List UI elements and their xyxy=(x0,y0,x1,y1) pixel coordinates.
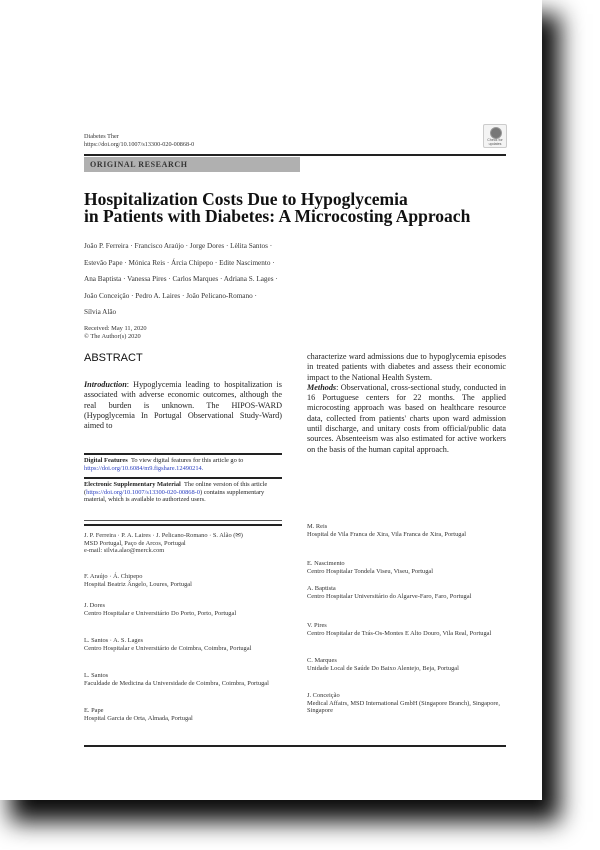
affiliation-names: F. Araújo · Á. Chipepo xyxy=(84,573,143,580)
digital-features-text: To view digital features for this article go to xyxy=(130,457,244,464)
doi-link[interactable]: https://doi.org/10.1007/s13300-020-00868-0 xyxy=(84,141,195,148)
affiliation-place: Faculdade de Medicina da Universidade de Coimbra, Coimbra, Portugal xyxy=(84,679,269,687)
affiliation-names: E. Nascimento xyxy=(307,560,345,567)
methods-text: : Observational, cross-sectional study, conducted in 16 Portuguese centers for 22 months. The applied microcosting approach was based on healthcare resource data, collected from patients' charts upon ward admission until discharge, and unitary costs from official/public data sources. Absenteeism was also estimated for active workers on the basis of the human capital approach. xyxy=(307,382,506,454)
check-for-updates-label: Check for updates xyxy=(487,138,503,146)
section-banner-label: ORIGINAL RESEARCH xyxy=(90,160,188,169)
affiliation-place: Centro Hospitalar Universitário do Algarve-Faro, Faro, Portugal xyxy=(307,592,472,600)
received-date: Received: May 11, 2020 xyxy=(84,325,147,332)
affiliation-names: E. Pape xyxy=(84,707,104,714)
check-for-updates-badge[interactable] xyxy=(483,124,507,148)
author-line: Estevão Pape · Mónica Reis · Árcia Chipepo · Edite Nascimento · xyxy=(84,258,275,267)
journal-header xyxy=(84,133,194,149)
author-line: Ana Baptista · Vanessa Pires · Carlos Marques · Adriana S. Lages · xyxy=(84,275,278,284)
affiliation xyxy=(307,622,502,637)
affiliation xyxy=(307,585,502,600)
esm-label: Electronic Supplementary Material xyxy=(84,481,181,488)
affiliation-place: Centro Hospitalar de Trás-Os-Montes E Alto Douro, Vila Real, Portugal xyxy=(307,629,492,637)
affiliation-place: Hospital Beatriz Ângelo, Loures, Portugal xyxy=(84,580,192,588)
affiliation xyxy=(84,672,284,687)
affiliation-place: Unidade Local de Saúde Do Baixo Alentejo, Beja, Portugal xyxy=(307,664,459,672)
affiliation-names: J. P. Ferreira · P. A. Laires · J. Pelicano-Romano · S. Alão (✉) xyxy=(84,532,243,539)
affiliation xyxy=(84,707,284,722)
affiliation xyxy=(307,560,502,575)
author-line: Sílvia Alão xyxy=(84,308,117,317)
affiliation-place: Hospital Garcia de Orta, Almada, Portugal xyxy=(84,714,193,722)
title-line-2: in Patients with Diabetes: A Microcosting Approach xyxy=(84,206,471,226)
digital-features-link[interactable]: https://doi.org/10.6084/m9.figshare.12490214. xyxy=(84,464,204,472)
esm-note xyxy=(84,481,284,504)
affiliation-names: V. Pires xyxy=(307,622,327,629)
publication-info xyxy=(84,325,147,340)
affiliation-place: Centro Hospitalar e Universitário de Coimbra, Coimbra, Portugal xyxy=(84,644,252,652)
intro-text: : Hypoglycemia leading to hospitalization is associated with adverse economic outcomes, although the real burden is unknown. The HIPOS-WARD (Hypoglycemia In Portugal Observational Study-Ward) aimed to xyxy=(84,380,282,431)
header-rule xyxy=(84,154,506,156)
copyright: © The Author(s) 2020 xyxy=(84,332,141,340)
title-line-1: Hospitalization Costs Due to Hypoglycemia xyxy=(84,189,408,209)
affiliation-names: J. Conceição xyxy=(307,692,340,699)
author-line: João P. Ferreira · Francisco Araújo · Jorge Dores · Lèlita Santos · xyxy=(84,242,273,250)
affiliation-email[interactable]: e-mail: silvia.alao@merck.com xyxy=(84,547,165,555)
affiliation xyxy=(84,532,284,555)
affiliation xyxy=(84,602,284,617)
abstract-intro xyxy=(84,380,282,431)
affiliation-place: Hospital de Vila Franca de Xira, Vila Franca de Xira, Portugal xyxy=(307,530,467,538)
affiliation-names: A. Baptista xyxy=(307,585,336,592)
affiliation-place: Centro Hospitalar e Universitário Do Porto, Porto, Portugal xyxy=(84,609,237,617)
notes-rule xyxy=(84,520,282,521)
journal-name: Diabetes Ther xyxy=(84,133,119,140)
affiliation xyxy=(307,692,502,715)
affiliation-names: L. Santos · A. S. Lages xyxy=(84,637,143,644)
author-line: João Conceição · Pedro A. Laires · João Pelicano-Romano · xyxy=(84,291,257,300)
affiliation-names: M. Reis xyxy=(307,523,328,530)
esm-link[interactable]: https://doi.org/10.1007/s13300-020-00868-0 xyxy=(86,488,200,496)
digital-features-note xyxy=(84,457,284,472)
intro-label: Introduction xyxy=(84,380,127,389)
digital-features-label: Digital Features xyxy=(84,457,128,464)
affiliation xyxy=(84,573,284,588)
footer-rule xyxy=(84,745,506,747)
affiliation-names: J. Dores xyxy=(84,602,105,609)
abstract-heading: ABSTRACT xyxy=(84,352,143,364)
affiliation xyxy=(307,523,502,538)
abstract-right-column xyxy=(307,352,506,455)
affiliation-names: C. Marques xyxy=(307,657,337,664)
article-title xyxy=(84,191,524,225)
affiliation xyxy=(84,637,284,652)
notes-rule xyxy=(84,524,282,526)
affiliation-place: Centro Hospitalar Tondela Viseu, Viseu, Portugal xyxy=(307,567,434,575)
intro-continuation: characterize ward admissions due to hypoglycemia episodes in treated patients with diabetes and assess their economic impact to the National Health System. xyxy=(307,352,506,382)
esm-text: ) contains supplementary material, which is available to authorized users. xyxy=(84,488,265,504)
affiliation xyxy=(307,657,502,672)
affiliation-place: MSD Portugal, Paço de Arcos, Portugal xyxy=(84,539,186,547)
section-banner xyxy=(84,157,300,172)
methods-label: Methods xyxy=(307,382,337,392)
author-list xyxy=(84,238,484,321)
affiliation-names: L. Santos xyxy=(84,672,109,679)
esm-text: The online version of this article ( xyxy=(84,481,268,496)
affiliation-place: Medical Affairs, MSD International GmbH (Singapore Branch), Singapore, Singapore xyxy=(307,699,500,715)
notes-rule xyxy=(84,477,282,479)
notes-rule xyxy=(84,453,282,455)
